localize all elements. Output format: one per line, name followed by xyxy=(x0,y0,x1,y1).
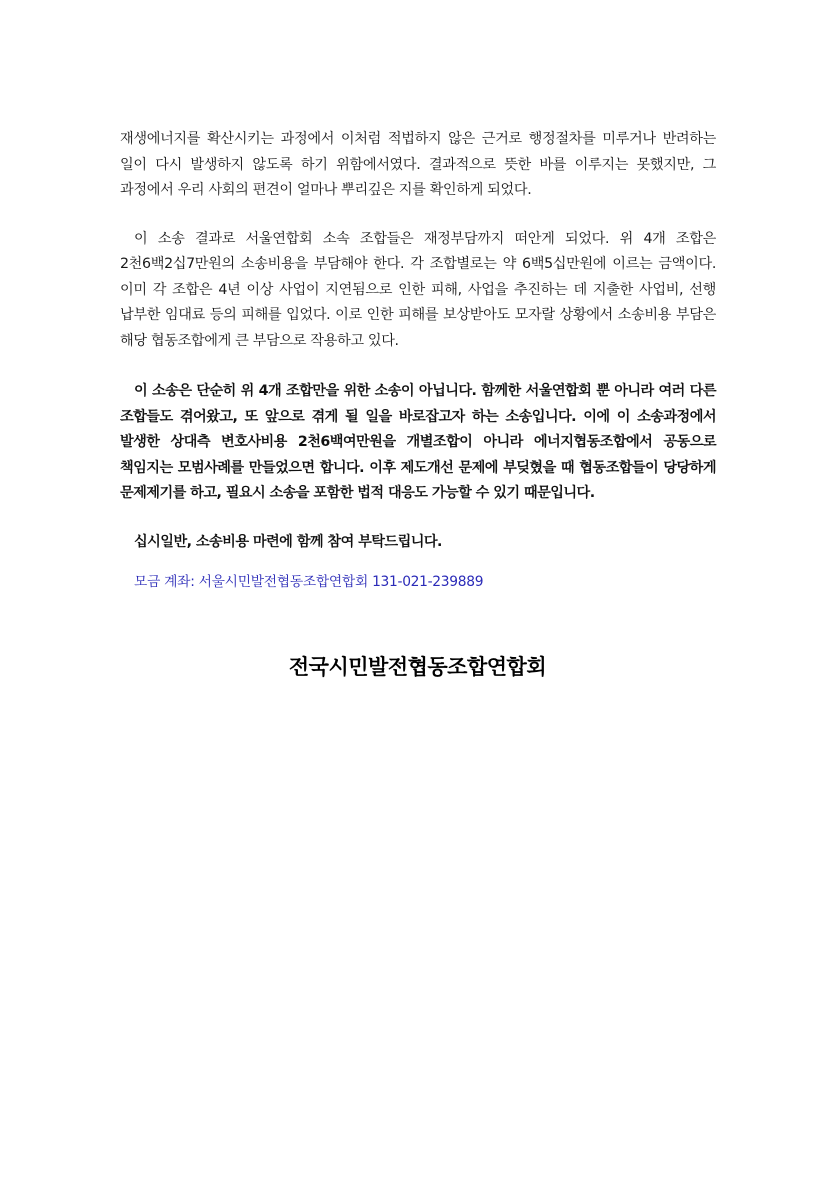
donation-account-line: 모금 계좌: 서울시민발전협동조합연합회 131-021-239889 xyxy=(134,574,484,590)
paragraph-lawsuit-result: 이 소송 결과로 서울연합회 소속 조합들은 재정부담까지 떠안게 되었다. 위 4개 조합은 2천6백2십7만원의 소송비용을 부담해야 한다. 각 조합별로는 약 6백5십만원에 이르는 금액이다. 이미 각 조합은 4년 이상 사업이 지연됨으로 인한 피해, 사업을 추진하는 데 지출한 사업비, 선행 납부한 임대료 등의 피해를 입었다. 이로 인한 피해를 보상받아도 모자랄 상황에서 소송비용 부담은 해당 협동조합에게 큰 부담으로 작용하고 있다. xyxy=(120,230,716,349)
paragraph-intro-continuation: 재생에너지를 확산시키는 과정에서 이처럼 적법하지 않은 근거로 행정절차를 미루거나 반려하는 일이 다시 발생하지 않도록 하기 위함에서였다. 결과적으로 뜻한 바를 이루지는 못했지만, 그 과정에서 우리 사회의 편견이 얼마나 뿌리깊은 지를 확인하게 되었다. xyxy=(120,131,716,198)
paragraph-appeal: 이 소송은 단순히 위 4개 조합만을 위한 소송이 아닙니다. 함께한 서울연합회 뿐 아니라 여러 다른 조합들도 겪어왔고, 또 앞으로 겪게 될 일을 바로잡고자 하는 소송입니다. 이에 이 소송과정에서 발생한 상대측 변호사비용 2천6백여만원을 개별조합이 아니라 에너지협동조합에서 공동으로 책임지는 모범사례를 만들었으면 합니다. 이후 제도개선 문제에 부딪혔을 때 협동조합들이 당당하게 문제제기를 하고, 필요시 소송을 포함한 법적 대응도 가능할 수 있기 때문입니다. xyxy=(120,383,716,501)
paragraph-request: 십시일반, 소송비용 마련에 함께 참여 부탁드립니다. xyxy=(134,533,442,550)
organization-signature: 전국시민발전협동조합연합회 xyxy=(288,655,547,679)
document-body xyxy=(120,127,716,592)
